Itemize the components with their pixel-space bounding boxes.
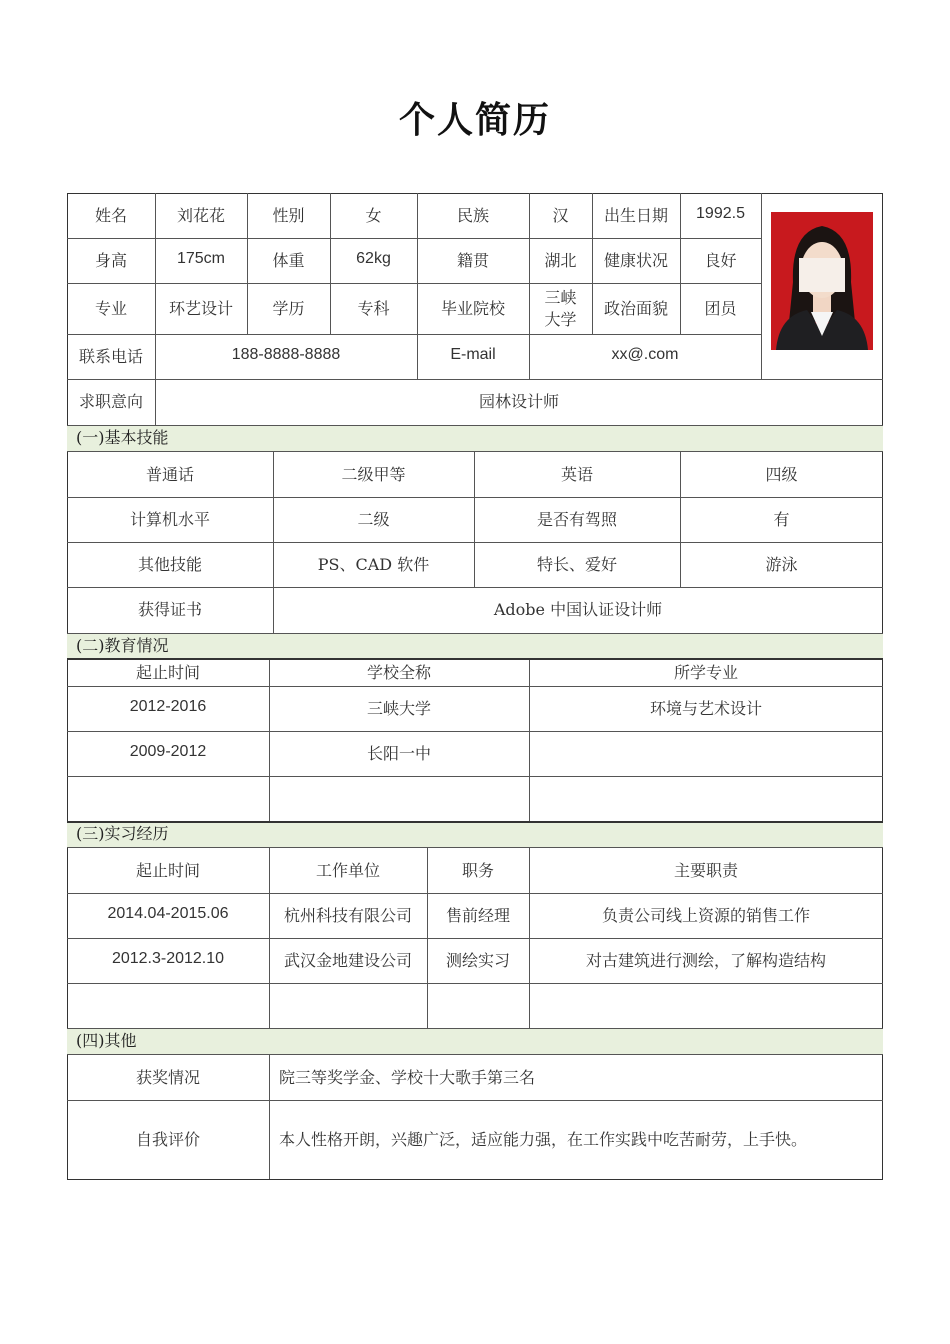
- gender-value: 女: [365, 205, 382, 225]
- internship-heading: (三)实习经历: [76, 824, 169, 843]
- birth-value: 1992.5: [696, 205, 745, 222]
- skill-computer-label: 计算机水平: [129, 509, 210, 529]
- intern-row-position: [427, 983, 529, 1028]
- intern-row-period: [67, 983, 269, 1028]
- skill-license-value: 有: [773, 509, 790, 529]
- edu-row-period: 2009-2012: [129, 743, 207, 760]
- weight-value: 62kg: [356, 250, 391, 267]
- skill-mandarin-label: 普通话: [145, 464, 194, 484]
- skill-other-value: PS、CAD 软件: [317, 554, 430, 574]
- edu-row-major: [529, 731, 883, 776]
- health-label: 健康状况: [603, 250, 668, 270]
- birth-label: 出生日期: [603, 205, 668, 225]
- major-label: 专业: [94, 298, 127, 318]
- skills-section-band: [67, 425, 883, 452]
- awards-label: 获奖情况: [135, 1067, 200, 1087]
- objective-label: 求职意向: [78, 392, 143, 411]
- ethnicity-label: 民族: [456, 205, 489, 225]
- other-heading: (四)其他: [76, 1031, 137, 1050]
- intern-header-period: 起止时间: [135, 860, 200, 880]
- gender-label: 性别: [272, 205, 305, 225]
- edu-header-period: 起止时间: [135, 663, 200, 682]
- intern-row-duty: 对古建筑进行测绘，了解构造结构: [585, 950, 826, 970]
- skill-hobby-value: 游泳: [765, 554, 798, 574]
- awards-value: 院三等奖学金、学校十大歌手第三名: [279, 1067, 536, 1087]
- self-eval-label: 自我评价: [135, 1129, 200, 1149]
- self-eval-value: 本人性格开朗，兴趣广泛，适应能力强，在工作实践中吃苦耐劳，上手快。: [279, 1129, 808, 1149]
- skill-hobby-label: 特长、爱好: [536, 554, 617, 574]
- intern-row-period: 2014.04-2015.06: [107, 905, 229, 922]
- origin-value: 湖北: [544, 250, 577, 270]
- school-label: 毕业院校: [440, 298, 505, 318]
- skill-mandarin-value: 二级甲等: [341, 464, 406, 484]
- school-value: [529, 283, 592, 334]
- political-value: 团员: [704, 298, 737, 318]
- height-value: 175cm: [176, 250, 226, 267]
- weight-label: 体重: [272, 250, 305, 270]
- edu-row-period: [67, 776, 269, 821]
- skills-heading: (一)基本技能: [76, 428, 169, 447]
- intern-row-company: 杭州科技有限公司: [283, 905, 412, 925]
- intern-header-company: 工作单位: [315, 860, 380, 880]
- objective-value: 园林设计师: [478, 392, 559, 411]
- school-value-line2: 大学: [544, 309, 577, 329]
- degree-label: 学历: [272, 298, 305, 318]
- email-value: xx@.com: [611, 346, 679, 363]
- edu-row-major: [529, 776, 883, 821]
- intern-header-position: 职务: [461, 860, 494, 880]
- intern-row-duty: [529, 983, 883, 1028]
- edu-row-major: 环境与艺术设计: [649, 698, 762, 718]
- name-value: 刘花花: [176, 205, 225, 225]
- skill-computer-value: 二级: [357, 509, 390, 529]
- name-label: 姓名: [94, 205, 127, 225]
- skill-english-value: 四级: [765, 464, 798, 484]
- email-label: E-mail: [450, 346, 496, 363]
- other-section-band: [67, 1028, 883, 1055]
- skill-english-label: 英语: [560, 464, 593, 484]
- edu-header-major: 所学专业: [673, 663, 738, 682]
- cert-value: Adobe 中国认证设计师: [493, 600, 663, 619]
- internship-section-band: [67, 821, 883, 848]
- edu-row-school: 长阳一中: [366, 743, 431, 763]
- intern-row-position: 测绘实习: [445, 950, 510, 970]
- page-title: 个人简历: [398, 100, 551, 141]
- intern-row-company: [269, 983, 427, 1028]
- degree-value: 专科: [357, 298, 390, 318]
- skill-license-label: 是否有驾照: [536, 509, 617, 529]
- intern-row-duty: 负责公司线上资源的销售工作: [601, 905, 810, 925]
- intern-header-duty: 主要职责: [673, 860, 738, 880]
- intern-row-company: 武汉金地建设公司: [283, 950, 412, 970]
- major-value: 环艺设计: [168, 298, 233, 318]
- school-value-line1: 三峡: [544, 287, 577, 307]
- edu-row-period: 2012-2016: [129, 698, 207, 715]
- intern-row-period: 2012.3-2012.10: [111, 950, 225, 967]
- portrait-photo: [771, 212, 873, 350]
- health-value: 良好: [704, 250, 737, 270]
- skill-other-label: 其他技能: [137, 554, 202, 574]
- origin-label: 籍贯: [456, 250, 489, 270]
- phone-label: 联系电话: [78, 346, 143, 366]
- education-heading: (二)教育情况: [76, 636, 169, 655]
- edu-row-school: [269, 776, 529, 821]
- political-label: 政治面貌: [603, 298, 668, 318]
- ethnicity-value: 汉: [552, 205, 569, 225]
- edu-row-school: 三峡大学: [366, 698, 431, 718]
- phone-value: 188-8888-8888: [231, 346, 341, 363]
- portrait-photo-image: [771, 212, 873, 350]
- edu-header-school: 学校全称: [366, 663, 431, 682]
- intern-row-position: 售前经理: [445, 905, 510, 925]
- cert-label: 获得证书: [137, 600, 202, 619]
- height-label: 身高: [94, 250, 127, 270]
- education-section-band: [67, 633, 883, 660]
